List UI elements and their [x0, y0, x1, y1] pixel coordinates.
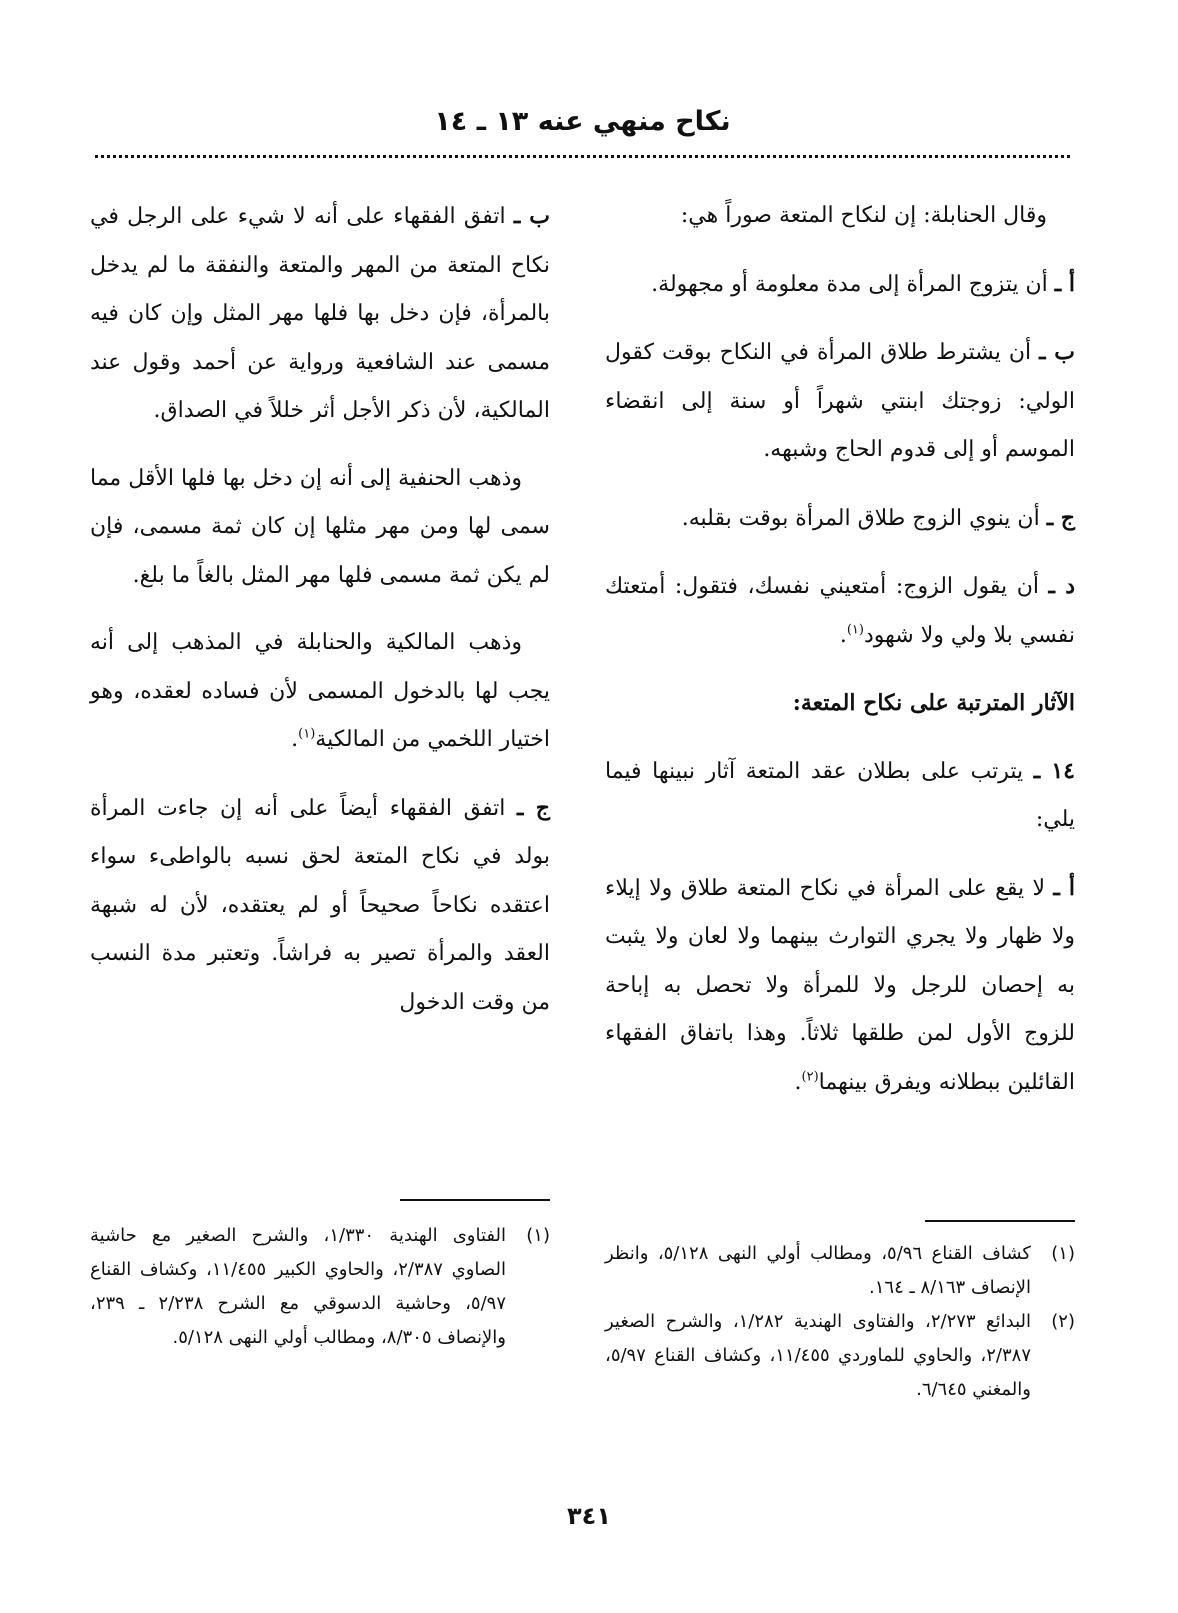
footnote-ref: (١): [846, 622, 864, 638]
paragraph: ج ـ اتفق الفقهاء أيضاً على أنه إن جاءت المرأة بولد في نكاح المتعة لحق نسبه بالواطىء سواء اعتقده نكاحاً صحيحاً أو لم يعتقده، لأن له شبهة العقد والمرأة تصير به فراشاً. وتعتبر مدة النسب من وقت الدخول: [90, 794, 550, 1015]
paragraph: أ ـ أن يتزوج المرأة إلى مدة معلومة أو مجهولة.: [651, 270, 1075, 297]
running-header: نكاح منهي عنه ١٣ ـ ١٤: [434, 106, 731, 137]
right-text-column: [605, 192, 1075, 1126]
paragraph: ج ـ أن ينوي الزوج طلاق المرأة بوقت بقلبه.: [681, 504, 1075, 531]
paragraph: د ـ أن يقول الزوج: أمتعيني نفسك، فتقول: أمتعتك نفسي بلا ولي ولا شهود$^{(١)}$.: [605, 573, 1076, 648]
footnote: (٢) البدائع ٢/٢٧٣، والفتاوى الهندية ١/٢٨٢، والشرح الصغير ٢/٣٨٧، والحاوي للماوردي ١١/٤٥٥، وكشاف القناع ٥/٩٧، والمغني ٦/٦٤٥.: [605, 1311, 1075, 1400]
footnotes-left: [90, 1219, 550, 1355]
paragraph: أ ـ لا يقع على المرأة في نكاح المتعة طلاق ولا إيلاء ولا ظهار ولا يجري التوارث بينهما ولا لعان ولا يثبت به إحصان للرجل ولا للمرأة ولا تحصل به إباحة للزوج الأول لمن طلقها ثلاثاً. وهذا باتفاق الفقهاء القائلين ببطلانه ويفرق بينهما$^{(٢)}$.: [605, 874, 1075, 1095]
paragraph: ب ـ اتفق الفقهاء على أنه لا شيء على الرجل في نكاح المتعة من المهر والمتعة والنفقة ما لم يدخل بالمرأة، فإن دخل بها فلها مهر المثل وإن كان فيه مسمى عند الشافعية ورواية عن أحمد وقول عند المالكية، لأن ذكر الأجل أثر خللاً في الصداق.: [90, 203, 550, 423]
header-dotted-divider: [95, 155, 1070, 158]
footnote-ref: (٢): [801, 1069, 819, 1085]
paragraph: وذهب الحنفية إلى أنه إن دخل بها فلها الأقل مما سمى لها ومن مهر مثلها إن كان ثمة مسمى، فإن لم يكن ثمة مسمى فلها مهر المثل بالغاً ما بلغ.: [90, 465, 550, 588]
section-heading: الآثار المترتبة على نكاح المتعة:: [792, 690, 1075, 716]
paragraph: وقال الحنابلة: إن لنكاح المتعة صوراً هي:: [680, 203, 1047, 228]
footnote-divider: [400, 1199, 550, 1201]
footnote-divider: [925, 1220, 1075, 1222]
left-text-column: [90, 192, 550, 1046]
paragraph: ١٤ ـ يترتب على بطلان عقد المتعة آثار نبينها فيما يلي:: [605, 757, 1075, 832]
footnotes-right: [605, 1237, 1075, 1407]
page-number: ٣٤١: [567, 1502, 611, 1530]
footnote: (١) كشاف القناع ٥/٩٦، ومطالب أولي النهى ٥/١٢٨، وانظر الإنصاف ٨/١٦٣ ـ ١٦٤.: [605, 1243, 1075, 1298]
paragraph: وذهب المالكية والحنابلة في المذهب إلى أنه يجب لها بالدخول المسمى لأن فساده لعقده، وهو اختيار اللخمي من المالكية$^{(١)}$.: [90, 630, 550, 752]
paragraph: ب ـ أن يشترط طلاق المرأة في النكاح بوقت كقول الولي: زوجتك ابنتي شهراً أو سنة إلى انقضاء الموسم أو إلى قدوم الحاج وشبهه.: [605, 339, 1075, 462]
footnote: (١) الفتاوى الهندية ١/٣٣٠، والشرح الصغير مع حاشية الصاوي ٢/٣٨٧، والحاوي الكبير ١١/٤٥٥، وكشاف القناع ٥/٩٧، وحاشية الدسوقي مع الشرح ٢/٢٣٨ ـ ٢٣٩، والإنصاف ٨/٣٠٥، ومطالب أولي النهى ٥/١٢٨.: [90, 1225, 550, 1348]
footnote-ref: (١): [298, 726, 316, 742]
